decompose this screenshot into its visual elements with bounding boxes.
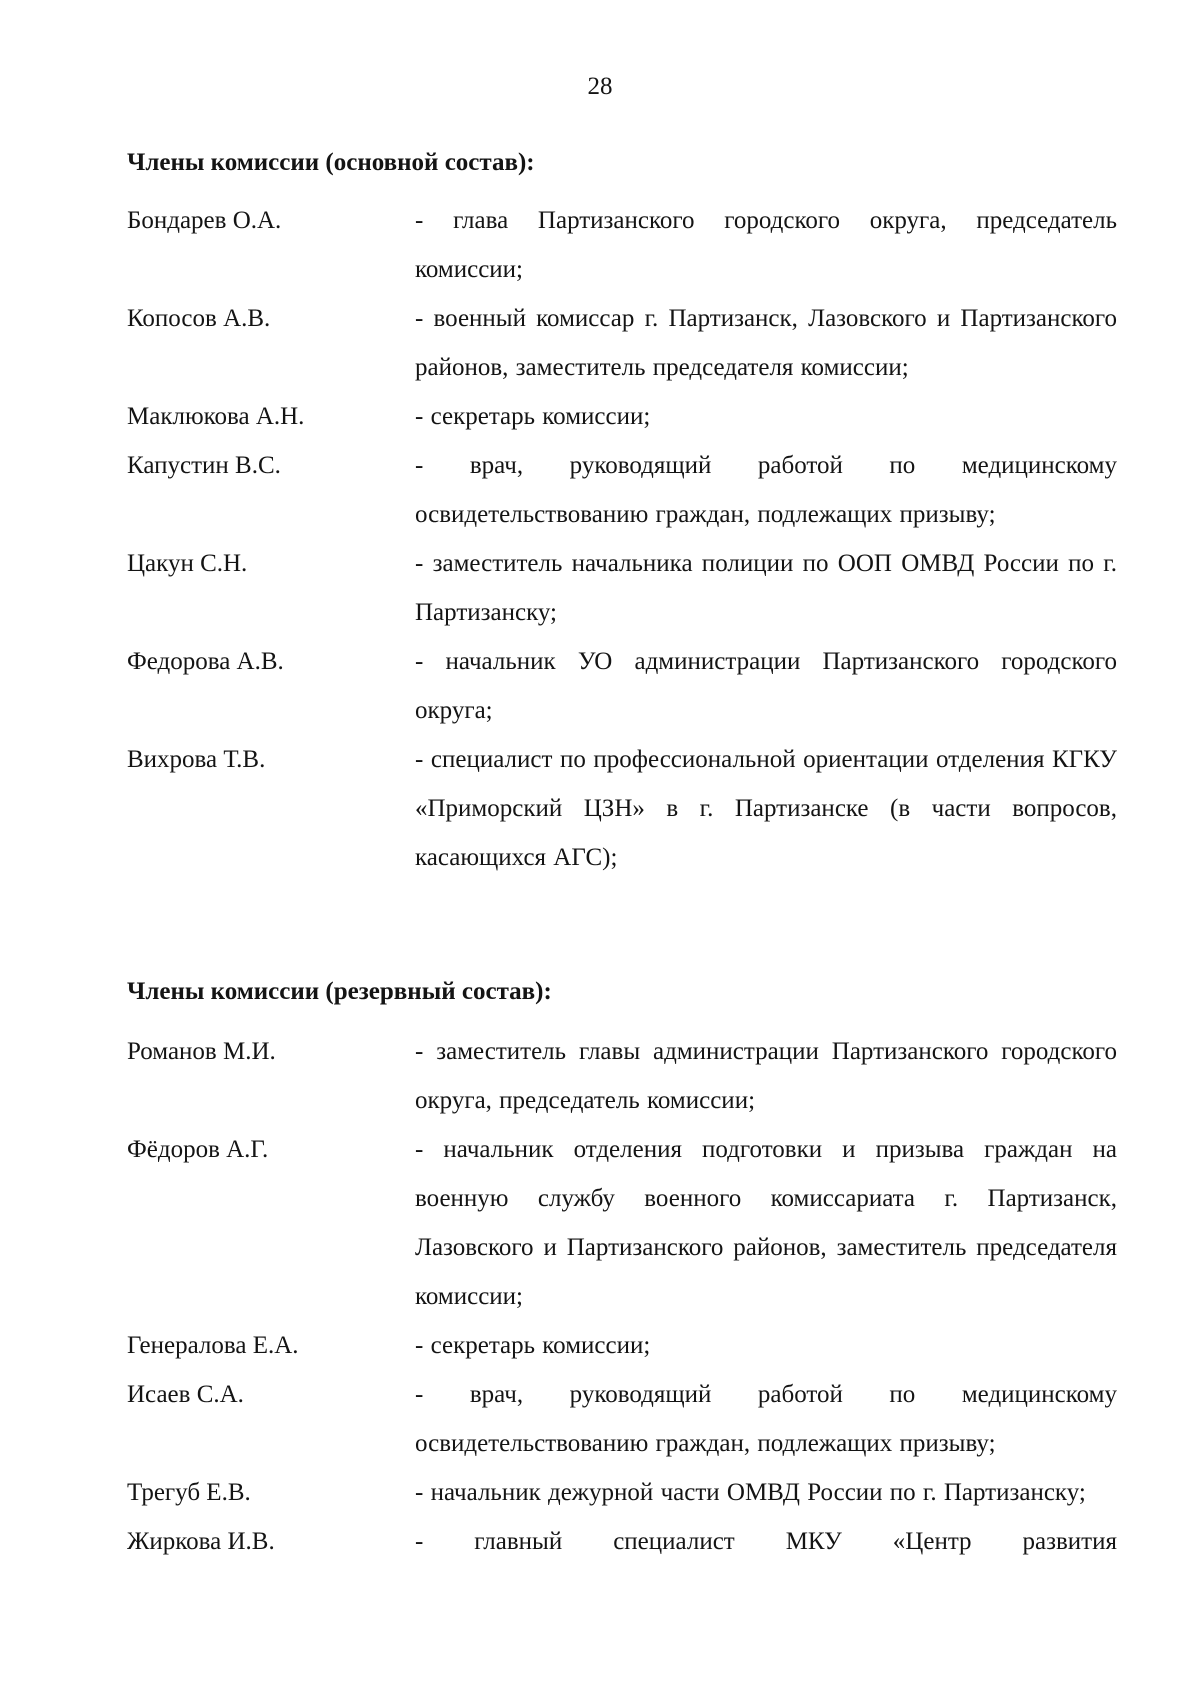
member-role: - врач, руководящий работой по медицинскому освидетельствованию граждан, подлежащих призыву; [415,452,1117,528]
member-name: Трегуб Е.В. [127,1479,251,1506]
member-name: Цакун С.Н. [127,550,248,577]
member-name: Копосов А.В. [127,305,271,332]
reserve-members-list [127,1027,1117,1566]
member-role: - заместитель главы администрации Партизанского городского округа, председатель комиссии; [415,1038,1117,1114]
member-row [127,1468,1117,1517]
member-role: - начальник УО администрации Партизанского городского округа; [415,648,1117,724]
member-role: - заместитель начальника полиции по ООП ОМВД России по г. Партизанску; [415,550,1117,626]
member-name: Жиркова И.В. [127,1528,275,1555]
member-row [127,1125,1117,1321]
member-role: - врач, руководящий работой по медицинскому освидетельствованию граждан, подлежащих призыву; [415,1381,1117,1457]
member-row [127,1321,1117,1370]
member-name: Федорова А.В. [127,648,284,675]
member-role: - начальник отделения подготовки и призыва граждан на военную службу военного комиссариата г. Партизанск, Лазовского и Партизанского районов, заместитель председателя комиссии; [415,1136,1117,1310]
member-name: Маклюкова А.Н. [127,403,305,430]
member-row [127,294,1117,392]
member-role: - начальник дежурной части ОМВД России по г. Партизанску; [415,1479,1086,1506]
member-row [127,539,1117,637]
member-role: - глава Партизанского городского округа, председатель комиссии; [415,207,1117,283]
member-row [127,1027,1117,1125]
member-row [127,196,1117,294]
member-name: Вихрова Т.В. [127,746,266,773]
member-row [127,392,1117,441]
member-name: Бондарев О.А. [127,207,282,234]
reserve-section-heading: Члены комиссии (резервный состав): [127,978,552,1005]
member-row [127,441,1117,539]
member-role: - военный комиссар г. Партизанск, Лазовского и Партизанского районов, заместитель председателя комиссии; [415,305,1117,381]
member-row [127,637,1117,735]
member-role: - специалист по профессиональной ориентации отделения КГКУ «Приморский ЦЗН» в г. Партизанске (в части вопросов, касающихся АГС); [415,746,1117,871]
page-number: 28 [587,73,613,100]
main-section-heading: Члены комиссии (основной состав): [127,149,535,176]
member-row [127,735,1117,882]
member-role: - главный специалист МКУ «Центр развития [415,1528,1117,1555]
member-name: Исаев С.А. [127,1381,244,1408]
member-name: Фёдоров А.Г. [127,1136,269,1163]
member-name: Капустин В.С. [127,452,281,479]
member-row [127,1517,1117,1566]
member-name: Генералова Е.А. [127,1332,299,1359]
member-row [127,1370,1117,1468]
member-role: - секретарь комиссии; [415,403,651,430]
main-members-list [127,196,1117,882]
member-role: - секретарь комиссии; [415,1332,651,1359]
member-name: Романов М.И. [127,1038,276,1065]
